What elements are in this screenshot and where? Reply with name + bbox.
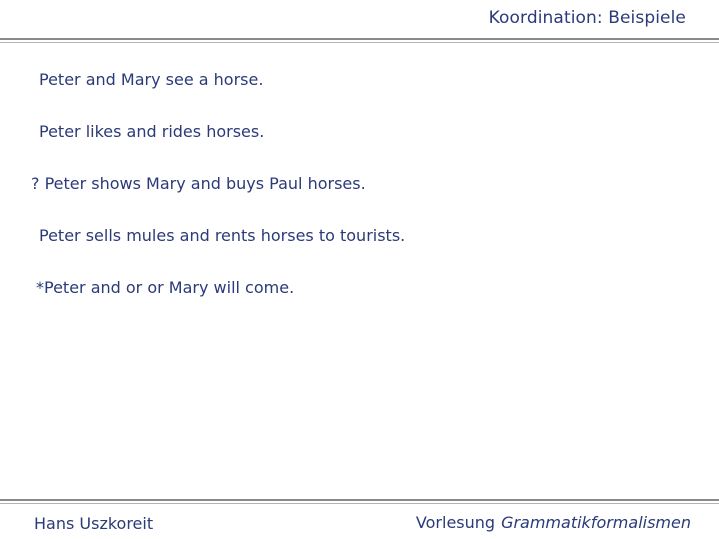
footer-course-name: Grammatikformalismen (501, 513, 691, 532)
example-sentence: Peter and Mary see a horse. (39, 70, 264, 89)
header-divider-secondary (0, 42, 719, 43)
header-divider (0, 38, 719, 40)
footer-divider-secondary (0, 503, 719, 504)
example-sentence: *Peter and or or Mary will come. (36, 278, 295, 297)
example-sentence: Peter likes and rides horses. (39, 122, 265, 141)
example-sentence: ? Peter shows Mary and buys Paul horses. (31, 174, 366, 193)
footer-lecture-label: Vorlesung (415, 513, 496, 532)
footer-course (416, 513, 691, 532)
slide-title: Koordination: Beispiele (488, 8, 686, 28)
footer-author: Hans Uszkoreit (34, 514, 154, 533)
footer-divider (0, 499, 719, 501)
example-sentence: Peter sells mules and rents horses to tourists. (39, 226, 406, 245)
